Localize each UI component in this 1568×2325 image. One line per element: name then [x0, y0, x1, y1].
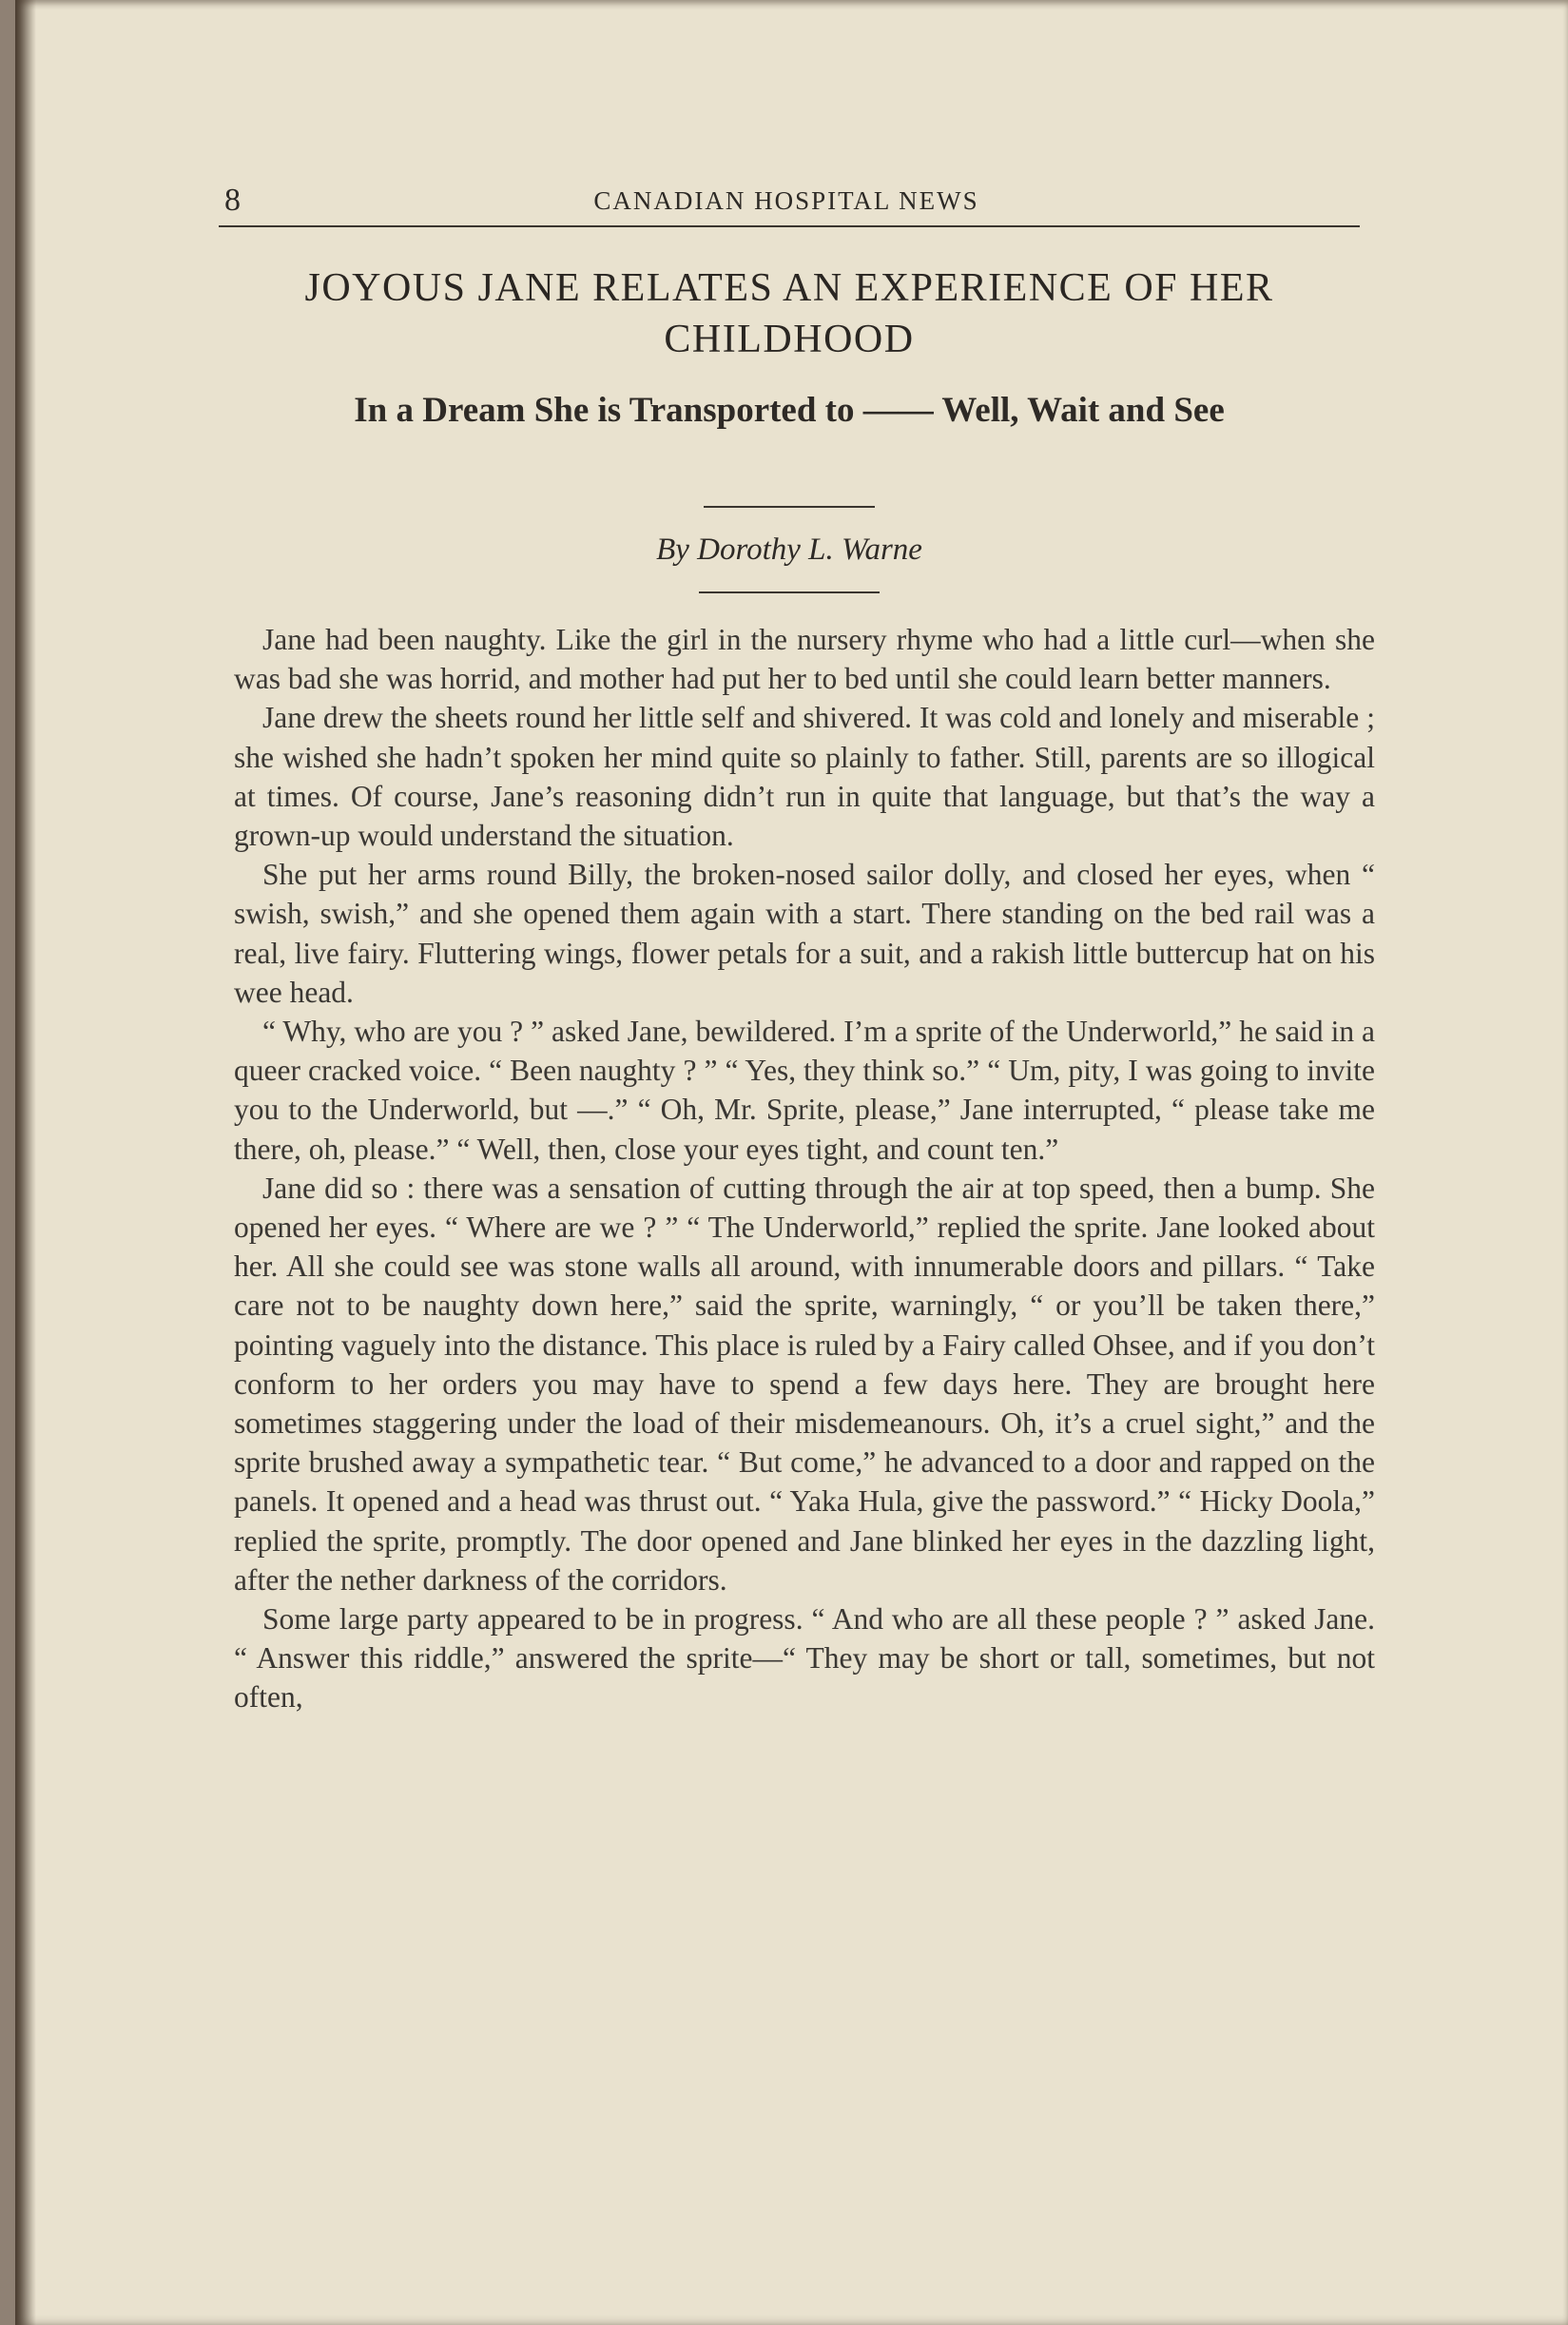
article-subhead: In a Dream She is Transported to —— Well, Wait and See	[354, 391, 1225, 430]
paragraph: Jane had been naughty. Like the girl in the nursery rhyme who had a little curl—when she was bad she was horrid, and mother had put her to bed until she could learn better manners.	[234, 623, 1375, 696]
paragraph: Jane did so : there was a sensation of cutting through the air at top speed, then a bump. She opened her eyes. “ Where are we ? ” “ The Underworld,” replied the sprite. Jane looked about her. All she could see was stone walls all around, with innumerable doors and pillars. “ Take care not to be naughty down here,” said the sprite, warningly, “ or you’ll be taken there,” pointing vaguely into the distance. This place is ruled by a Fairy called Ohsee, and if you don’t conform to her orders you may have to spend a few days here. They are brought here sometimes staggering under the load of their misdemeanours. Oh, it’s a cruel sight,” and the sprite brushed away a sympathetic tear. “ But come,” he advanced to a door and rapped on the panels. It opened and a head was thrust out. “ Yaka Hula, give the password.” “ Hicky Doola,” replied the sprite, promptly. The door opened and Jane blinked her eyes in the dazzling light, after the nether darkness of the corridors.	[234, 1171, 1375, 1597]
paragraph: “ Why, who are you ? ” asked Jane, bewildered. I’m a sprite of the Underworld,” he said in a queer cracked voice. “ Been naughty ? ” “ Yes, they think so.” “ Um, pity, I was going to invite you to the Underworld, but —.” “ Oh, Mr. Sprite, please,” Jane interrupted, “ please take me there, oh, please.” “ Well, then, close your eyes tight, and count ten.”	[234, 1015, 1375, 1166]
article-body	[234, 620, 1375, 1717]
byline-divider	[699, 591, 880, 593]
byline: By Dorothy L. Warne	[656, 533, 922, 567]
page-number: 8	[224, 183, 241, 218]
journal-title: CANADIAN HOSPITAL NEWS	[593, 186, 979, 215]
running-header	[211, 183, 1362, 223]
header-rule	[219, 225, 1360, 227]
paragraph: She put her arms round Billy, the broken-nosed sailor dolly, and closed her eyes, when “ swish, swish,” and she opened them again with a start. There standing on the bed rail was a real, live fairy. Fluttering wings, flower petals for a suit, and a rakish little buttercup hat on his wee head.	[234, 858, 1375, 1009]
paragraph: Jane drew the sheets round her little self and shivered. It was cold and lonely and miserable ; she wished she hadn’t spoken her mind quite so plainly to father. Still, parents are so illogical at times. Of course, Jane’s reasoning didn’t run in quite that language, but that’s the way a grown-up would understand the situation.	[234, 701, 1375, 853]
title-divider	[704, 506, 875, 508]
page-binding-shadow	[15, 0, 36, 2325]
article-headline: JOYOUS JANE RELATES AN EXPERIENCE OF HER CHILDHOOD	[304, 266, 1274, 361]
paragraph: Some large party appeared to be in progress. “ And who are all these people ? ” asked Jane. “ Answer this riddle,” answered the sprite—“ They may be short or tall, sometimes, but not often,	[234, 1602, 1375, 1715]
